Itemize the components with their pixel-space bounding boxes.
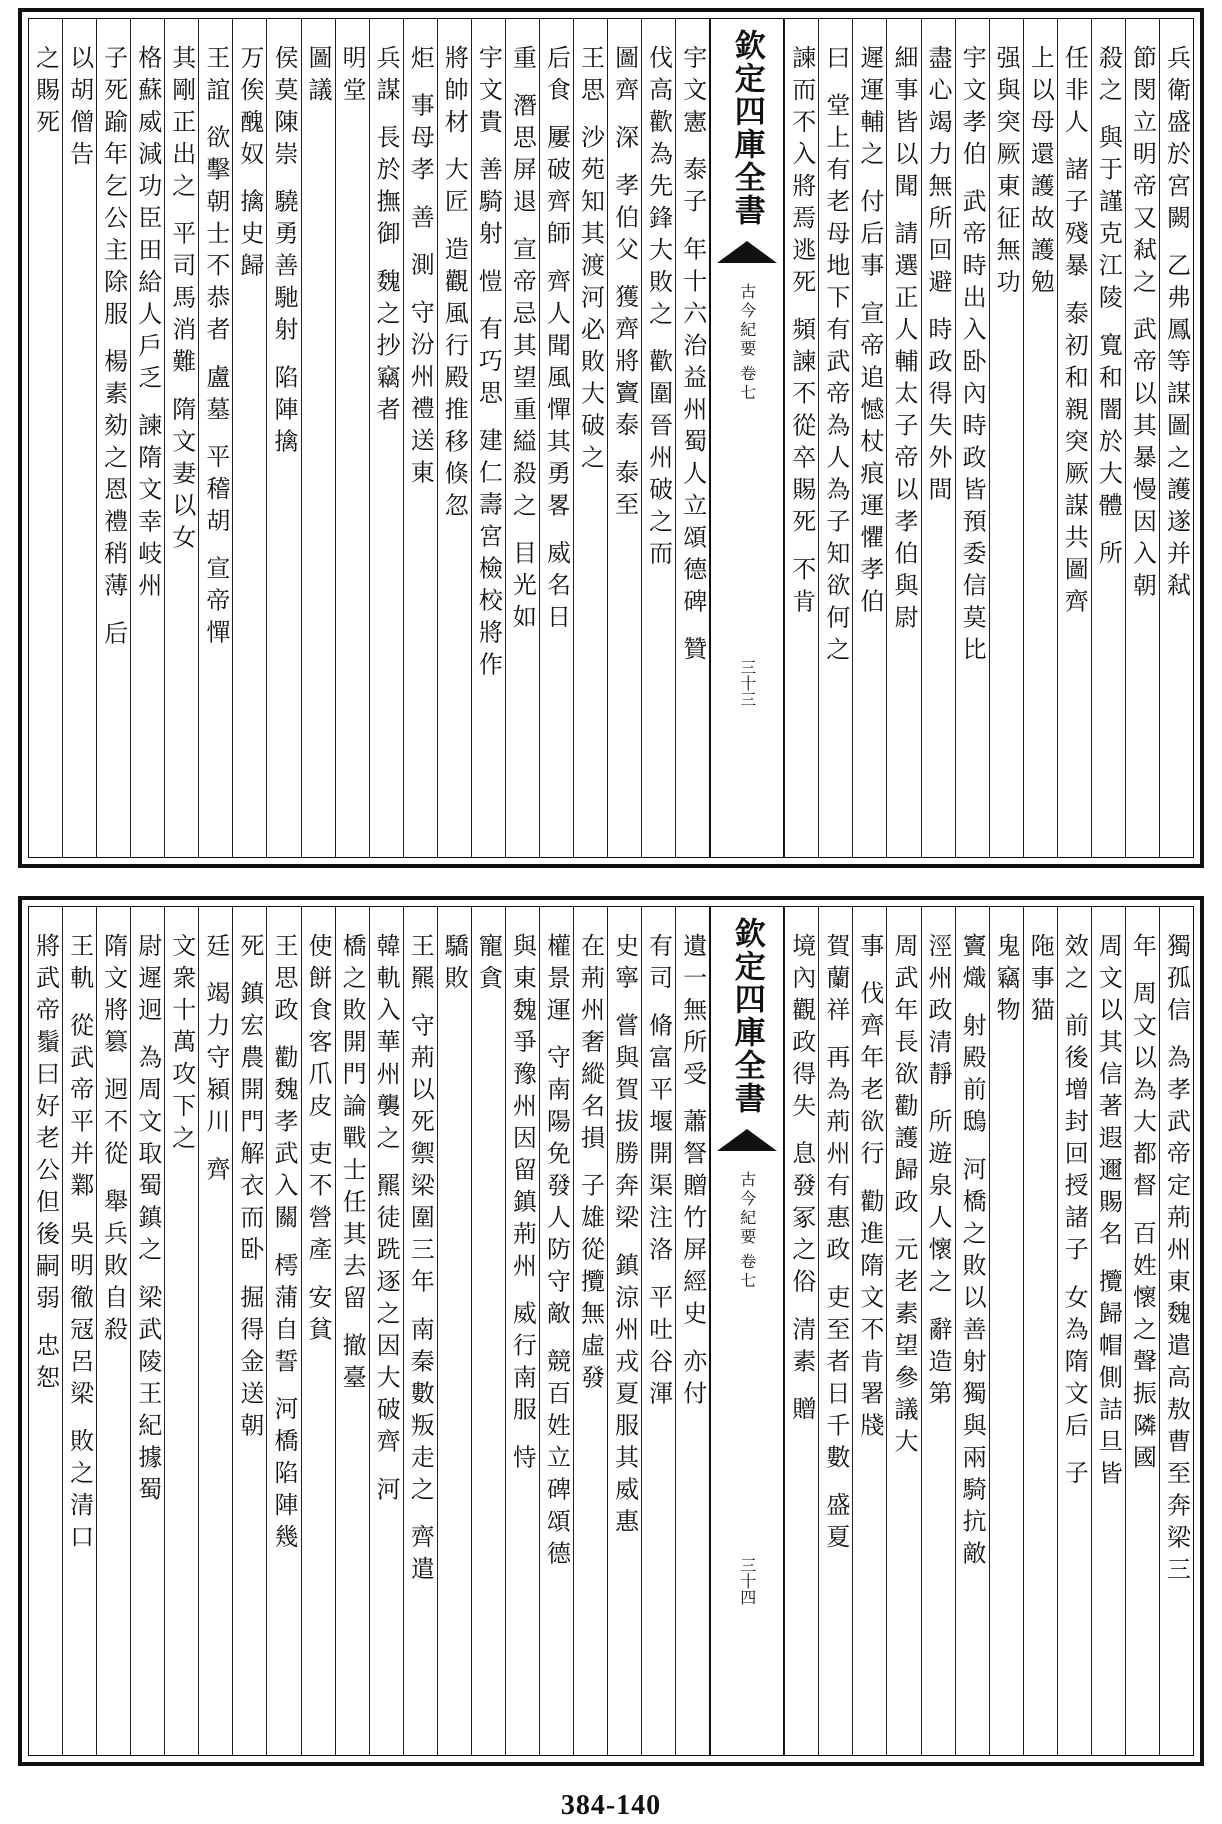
text-column: 節閔立明帝又弒之 武帝以其暴慢因入朝 bbox=[1125, 19, 1159, 857]
text-column: 驕敗 bbox=[437, 907, 471, 1755]
text-column: 以胡僧告 bbox=[62, 19, 96, 857]
text-column: 后食 屢破齊師 齊人聞風憚其勇畧 威名日 bbox=[539, 19, 573, 857]
text-column: 細事皆以聞 請選正人輔太子帝以孝伯與尉 bbox=[886, 19, 920, 857]
center-heart-column bbox=[709, 19, 784, 857]
collection-title: 欽定四庫全書 bbox=[728, 917, 765, 1115]
text-column: 死 鎮宏農開門解衣而卧 掘得金送朝 bbox=[232, 907, 266, 1755]
text-column: 上以母還護故護勉 bbox=[1023, 19, 1057, 857]
text-column: 諫而不入將焉逃死 頻諫不從卒賜死 不肯 bbox=[784, 19, 818, 857]
book-title: 古今紀要 bbox=[737, 283, 757, 359]
text-column: 隋文將篡 迥不從 舉兵敗自殺 bbox=[96, 907, 130, 1755]
page-number: 384-140 bbox=[560, 1790, 662, 1821]
collection-title: 欽定四庫全書 bbox=[728, 29, 765, 227]
page-panel-bottom bbox=[18, 896, 1204, 1766]
text-column: 兵謀 長於撫御 魏之抄竊者 bbox=[369, 19, 403, 857]
text-column: 橋之敗開門論戰士任其去留 撤臺 bbox=[335, 907, 369, 1755]
book-title: 古今紀要 bbox=[737, 1171, 757, 1247]
text-column: 格蘇威減功臣田給人戶乏 諫隋文幸岐州 bbox=[130, 19, 164, 857]
text-column: 賀蘭祥 再為荊州有惠政 吏至者日千數 盛夏 bbox=[818, 907, 852, 1755]
text-column: 遲運輔之 付后事 宣帝追憾杖痕運懼孝伯 bbox=[852, 19, 886, 857]
text-column: 陁事猫 bbox=[1023, 907, 1057, 1755]
text-column: 獨孤信 為孝武帝定荊州東魏遣高敖曹至奔梁三 bbox=[1159, 907, 1193, 1755]
text-column: 圖議 bbox=[301, 19, 335, 857]
text-column: 遺一無所受 蕭詧贈竹屏經史 亦付 bbox=[675, 907, 709, 1755]
text-column: 周武年長欲勸護歸政 元老素望參議大 bbox=[886, 907, 920, 1755]
text-column: 將帥材 大匠 造觀風行殿推移倏忽 bbox=[437, 19, 471, 857]
text-column: 境內觀政得失 息發冢之俗 清素 贈 bbox=[784, 907, 818, 1755]
volume-label: 卷七 bbox=[737, 1253, 757, 1291]
text-column: 曰 堂上有老母地下有武帝為人為子知欲何之 bbox=[818, 19, 852, 857]
volume-label: 卷七 bbox=[737, 365, 757, 403]
text-column: 宇文孝伯 武帝時出入卧內時政皆預委信莫比 bbox=[955, 19, 989, 857]
text-column: 殺之 與于謹克江陵 寬和闇於大體 所 bbox=[1091, 19, 1125, 857]
text-column: 廷 竭力守潁川 齊 bbox=[198, 907, 232, 1755]
text-column: 權景運 守南陽免發人防守敵 競百姓立碑頌德 bbox=[539, 907, 573, 1755]
text-column: 兵衛盛於宮闕 乙弗鳳等謀圖之護遂并弒 bbox=[1159, 19, 1193, 857]
page-panel-top bbox=[18, 8, 1204, 868]
text-column: 尉遲迥 為周文取蜀鎮之 梁武陵王紀據蜀 bbox=[130, 907, 164, 1755]
text-column: 將武帝鬚曰好老公但後嗣弱 忠恕 bbox=[31, 933, 60, 1397]
text-column: 王軌 從武帝平并鄴 吳明徹冦呂梁 敗之清口 bbox=[62, 907, 96, 1755]
text-column: 伐高歡為先鋒大敗之 歡圍晉州破之而 bbox=[641, 19, 675, 857]
folio-number: 三十四 bbox=[737, 1557, 757, 1605]
text-column: 侯莫陳崇 驍勇善馳射 陷陣擒 bbox=[266, 19, 300, 857]
text-column: 明堂 bbox=[335, 19, 369, 857]
text-column: 文衆十萬攻下之 bbox=[164, 907, 198, 1755]
text-column: 使餅食客爪皮 吏不營產 安貧 bbox=[301, 907, 335, 1755]
text-columns-bottom bbox=[28, 906, 1194, 1756]
text-column: 效之 前後增封回授諸子 女為隋文后 子 bbox=[1057, 907, 1091, 1755]
text-column: 王思 沙苑知其渡河必敗大破之 bbox=[573, 19, 607, 857]
text-column: 重 潛思屏退 宣帝忌其望重縊殺之 目光如 bbox=[505, 19, 539, 857]
text-column: 事 伐齊年老欲行 勸進隋文不肯署牋 bbox=[852, 907, 886, 1755]
text-column: 宇文憲 泰子 年十六治益州蜀人立頌德碑 贊 bbox=[675, 19, 709, 857]
text-column: 韓軌入華州襲之 羆徒跣逐之因大破齊 河 bbox=[369, 907, 403, 1755]
text-column: 周文以其信著遐邇賜名 攬歸帽側詰旦皆 bbox=[1091, 907, 1125, 1755]
text-column: 年 周文以為大都督 百姓懷之聲振隣國 bbox=[1125, 907, 1159, 1755]
text-column: 涇州政清靜 所遊泉人懷之 辭造第 bbox=[921, 907, 955, 1755]
text-column: 寵貪 bbox=[471, 907, 505, 1755]
text-column: 强與突厥東征無功 bbox=[989, 19, 1023, 857]
fish-tail-icon bbox=[717, 241, 777, 263]
text-column: 王思政 勸魏孝武入關 樗蒲自誓 河橋陷陣幾 bbox=[266, 907, 300, 1755]
text-column: 與東魏爭豫州因留鎮荊州 威行南服 恃 bbox=[505, 907, 539, 1755]
fish-tail-icon bbox=[717, 1129, 777, 1151]
text-column: 炬 事母孝 善 測 守汾州禮送東 bbox=[403, 19, 437, 857]
text-column: 在荊州奢縱名損 子雄從攬無虛發 bbox=[573, 907, 607, 1755]
text-column: 之賜死 bbox=[31, 45, 60, 141]
text-column: 圖齊 深 孝伯父 獲齊將竇泰 泰至 bbox=[607, 19, 641, 857]
text-column: 王羆 守荊以死禦梁圍三年 南秦數叛走之 齊遣 bbox=[403, 907, 437, 1755]
text-column: 盡心竭力無所回避 時政得失外間 bbox=[921, 19, 955, 857]
text-column: 竇熾 射殿前鴟 河橋之敗以善射獨與兩騎抗敵 bbox=[955, 907, 989, 1755]
text-column: 有司 脩富平堰開渠注洛 平吐谷渾 bbox=[641, 907, 675, 1755]
center-heart-column bbox=[709, 907, 784, 1755]
text-columns-top bbox=[28, 18, 1194, 858]
text-column: 宇文貴 善騎射 愷 有巧思 建仁壽宮檢校將作 bbox=[471, 19, 505, 857]
text-column: 鬼竊物 bbox=[989, 907, 1023, 1755]
text-column: 万俟醜奴 擒史歸 bbox=[232, 19, 266, 857]
text-column: 其剛正出之 平司馬消難 隋文妻以女 bbox=[164, 19, 198, 857]
folio-number: 三十三 bbox=[737, 659, 757, 707]
text-column: 史寧 嘗與賀拔勝奔梁 鎮涼州戎夏服其威惠 bbox=[607, 907, 641, 1755]
text-column: 任非人 諸子殘暴 泰初和親突厥謀共圖齊 bbox=[1057, 19, 1091, 857]
text-column: 子死踰年乞公主除服 楊素劾之恩禮稍薄 后 bbox=[96, 19, 130, 857]
text-column: 王誼 欲擊朝士不恭者 盧墓 平稽胡 宣帝憚 bbox=[198, 19, 232, 857]
